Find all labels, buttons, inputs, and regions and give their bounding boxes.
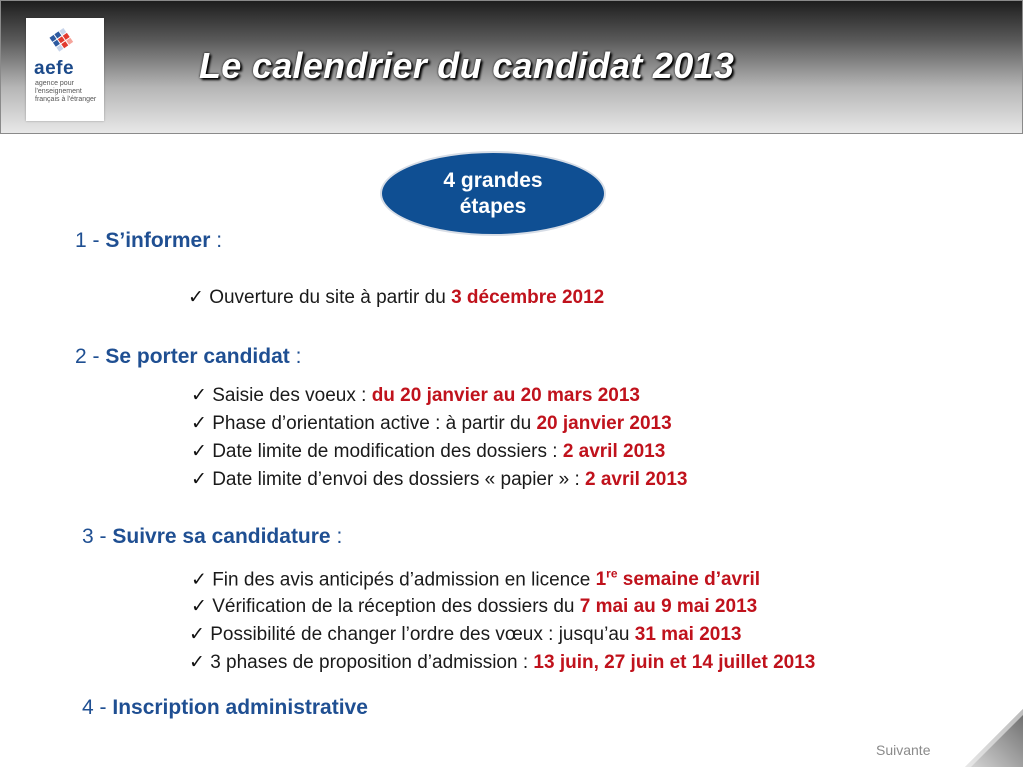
list-item: ✓ Ouverture du site à partir du 3 décembre 2012	[188, 287, 605, 308]
step-3-heading	[82, 525, 342, 549]
list-item: ✓ Phase d’orientation active : à partir du 20 janvier 2013	[191, 413, 672, 434]
badge-line-1: 4 grandes	[443, 168, 543, 192]
list-item: ✓ Saisie des voeux : du 20 janvier au 20 mars 2013	[191, 385, 640, 406]
badge-line-2: étapes	[459, 194, 527, 218]
checkmark-icon: ✓	[191, 596, 207, 617]
step-colon: :	[216, 229, 223, 252]
checkmark-icon: ✓	[188, 287, 204, 308]
step-name: Se porter candidat	[105, 345, 290, 368]
aefe-logo-icon	[44, 24, 84, 58]
step-number: 4 -	[82, 696, 107, 719]
list-item: ✓ Date limite d’envoi des dossiers « papier » : 2 avril 2013	[191, 469, 688, 490]
list-item: ✓ Date limite de modification des dossiers : 2 avril 2013	[191, 441, 666, 462]
checkmark-icon: ✓	[191, 385, 207, 406]
step-4-heading	[82, 696, 368, 720]
logo-wordmark: aefe	[34, 58, 75, 79]
date-highlight: 2 avril 2013	[562, 441, 666, 462]
date-highlight: 7 mai au 9 mai 2013	[579, 596, 758, 617]
date-highlight: 1re semaine d’avril	[595, 567, 761, 591]
step-number: 3 -	[82, 525, 107, 548]
step-number: 1 -	[75, 229, 100, 252]
list-item: ✓ Possibilité de changer l’ordre des vœux : jusqu’au 31 mai 2013	[189, 624, 742, 645]
date-highlight: 13 juin, 27 juin et 14 juillet 2013	[533, 652, 816, 673]
page-curl-icon[interactable]	[965, 709, 1023, 767]
step-2-heading	[75, 345, 301, 369]
checkmark-icon: ✓	[189, 624, 205, 645]
date-highlight: 20 janvier 2013	[536, 413, 672, 434]
date-highlight: 2 avril 2013	[585, 469, 688, 490]
stages-badge	[380, 151, 606, 236]
slide-title: Le calendrier du candidat 2013	[199, 45, 735, 86]
step-number: 2 -	[75, 345, 100, 368]
step-1-heading	[75, 229, 222, 253]
logo-tagline: agence pour l'enseignement français à l'étranger	[35, 80, 97, 103]
step-name: Inscription administrative	[112, 696, 368, 719]
checkmark-icon: ✓	[191, 569, 207, 591]
step-name: Suivre sa candidature	[112, 525, 331, 548]
step-name: S’informer	[105, 229, 211, 252]
next-slide-link[interactable]: Suivante	[876, 742, 931, 758]
step-colon: :	[295, 345, 302, 368]
checkmark-icon: ✓	[191, 441, 207, 462]
step-colon: :	[336, 525, 343, 548]
list-item: ✓ Fin des avis anticipés d’admission en licence 1re semaine d’avril	[191, 567, 761, 591]
checkmark-icon: ✓	[191, 413, 207, 434]
slide-header	[0, 0, 1023, 134]
list-item: ✓ Vérification de la réception des dossiers du 7 mai au 9 mai 2013	[191, 596, 758, 617]
date-highlight: 31 mai 2013	[634, 624, 742, 645]
date-highlight: 3 décembre 2012	[451, 287, 605, 308]
list-item: ✓ 3 phases de proposition d’admission : 13 juin, 27 juin et 14 juillet 2013	[189, 652, 816, 673]
aefe-logo	[26, 18, 104, 121]
date-highlight: du 20 janvier au 20 mars 2013	[371, 385, 640, 406]
checkmark-icon: ✓	[189, 652, 205, 673]
checkmark-icon: ✓	[191, 469, 207, 490]
